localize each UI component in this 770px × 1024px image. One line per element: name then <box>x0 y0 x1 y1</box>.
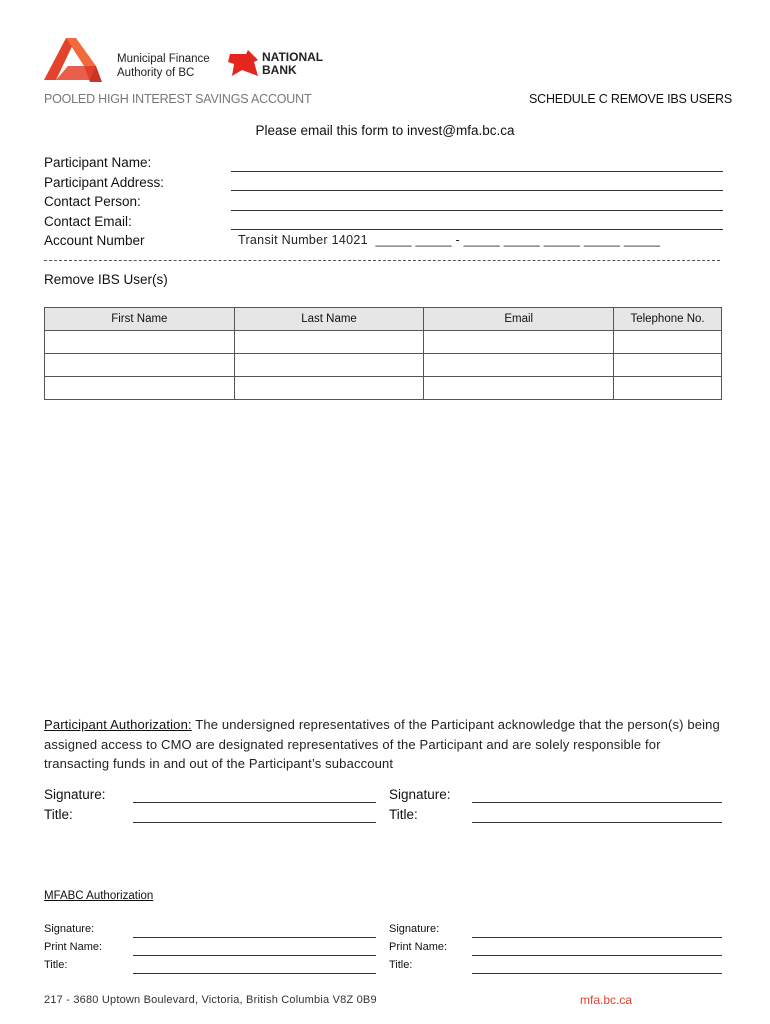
account-type-title: POOLED HIGH INTEREST SAVINGS ACCOUNT <box>44 92 312 106</box>
participant-authorization-text <box>44 715 728 774</box>
column-first-name: First Name <box>45 308 235 331</box>
remove-users-title: Remove IBS User(s) <box>44 272 168 287</box>
table-cell[interactable] <box>234 377 424 400</box>
participant-authorization-body: The undersigned representatives of the Participant acknowledge that the person(s) being assigned access to CMO are designated representatives of the Participant and are solely responsible for transacting funds in and out of the Participant’s subaccount <box>44 717 720 771</box>
remove-users-table <box>44 307 722 400</box>
mfabc-title-label-right: Title: <box>389 959 413 971</box>
mfabc-print-name-label-right: Print Name: <box>389 941 448 953</box>
table-cell[interactable] <box>45 377 235 400</box>
footer-address: 217 - 3680 Uptown Boulevard, Victoria, British Columbia V8Z 0B9 <box>44 994 377 1006</box>
table-cell[interactable] <box>234 331 424 354</box>
title-field-right[interactable] <box>472 822 722 823</box>
mfabc-print-name-field-left[interactable] <box>133 955 376 956</box>
table-cell[interactable] <box>614 377 722 400</box>
mfabc-title-field-left[interactable] <box>133 973 376 974</box>
table-header-row <box>45 308 722 331</box>
mfabc-signature-field-right[interactable] <box>472 937 722 938</box>
participant-address-field[interactable] <box>231 190 723 191</box>
national-bank-logo <box>228 48 338 80</box>
transit-number-field[interactable]: Transit Number 14021 _____ _____ - _____ _____ _____ _____ _____ <box>238 233 661 247</box>
table-cell[interactable] <box>614 354 722 377</box>
contact-email-label: Contact Email: <box>44 213 132 229</box>
table-cell[interactable] <box>424 377 614 400</box>
mfabc-signature-field-left[interactable] <box>133 937 376 938</box>
contact-person-label: Contact Person: <box>44 194 141 209</box>
title-label-left: Title: <box>44 807 73 822</box>
table-cell[interactable] <box>234 354 424 377</box>
schedule-title: SCHEDULE C REMOVE IBS USERS <box>529 92 732 106</box>
table-row <box>45 377 722 400</box>
table-row <box>45 354 722 377</box>
section-divider <box>44 260 720 261</box>
column-telephone: Telephone No. <box>614 308 722 331</box>
national-bank-line2: BANK <box>262 63 297 77</box>
table-cell[interactable] <box>424 331 614 354</box>
signature-label-right: Signature: <box>389 787 451 802</box>
footer-url-link[interactable]: mfa.bc.ca <box>580 993 633 1007</box>
mfabc-title-label-left: Title: <box>44 959 68 971</box>
mfabc-authorization-title: MFABC Authorization <box>44 890 154 902</box>
participant-name-label: Participant Name: <box>44 155 152 170</box>
participant-name-field[interactable] <box>231 171 723 172</box>
signature-field-right[interactable] <box>472 802 722 803</box>
participant-signature-labels-left <box>44 785 106 825</box>
maple-leaf-icon <box>228 50 260 78</box>
national-bank-line1: NATIONAL <box>262 50 324 64</box>
mfa-logo-line1: Municipal Finance <box>117 53 210 65</box>
mfa-logo-mark-icon <box>44 36 106 84</box>
column-email: Email <box>424 308 614 331</box>
mfabc-signature-label-right: Signature: <box>389 923 440 935</box>
mfa-logo-line2: Authority of BC <box>117 67 195 79</box>
participant-fields <box>44 153 164 251</box>
email-instruction: Please email this form to invest@mfa.bc.ca <box>255 123 515 138</box>
table-cell[interactable] <box>614 331 722 354</box>
title-label-right: Title: <box>389 807 418 822</box>
mfabc-labels-left <box>44 920 102 974</box>
participant-signature-labels-right <box>389 785 451 825</box>
table-cell[interactable] <box>424 354 614 377</box>
mfabc-title-field-right[interactable] <box>472 973 722 974</box>
mfabc-signature-label-left: Signature: <box>44 923 95 935</box>
table-cell[interactable] <box>45 354 235 377</box>
mfabc-print-name-field-right[interactable] <box>472 955 722 956</box>
contact-person-field[interactable] <box>231 210 723 211</box>
column-last-name: Last Name <box>234 308 424 331</box>
account-number-label: Account Number <box>44 233 145 248</box>
contact-email-field[interactable] <box>231 229 723 230</box>
table-row <box>45 331 722 354</box>
mfa-logo <box>44 36 234 84</box>
signature-label-left: Signature: <box>44 787 106 802</box>
table-cell[interactable] <box>45 331 235 354</box>
participant-address-label: Participant Address: <box>44 174 165 190</box>
title-field-left[interactable] <box>133 822 376 823</box>
participant-authorization-heading: Participant Authorization: <box>44 717 192 732</box>
mfabc-print-name-label-left: Print Name: <box>44 941 103 953</box>
signature-field-left[interactable] <box>133 802 376 803</box>
mfabc-labels-right <box>389 920 447 974</box>
